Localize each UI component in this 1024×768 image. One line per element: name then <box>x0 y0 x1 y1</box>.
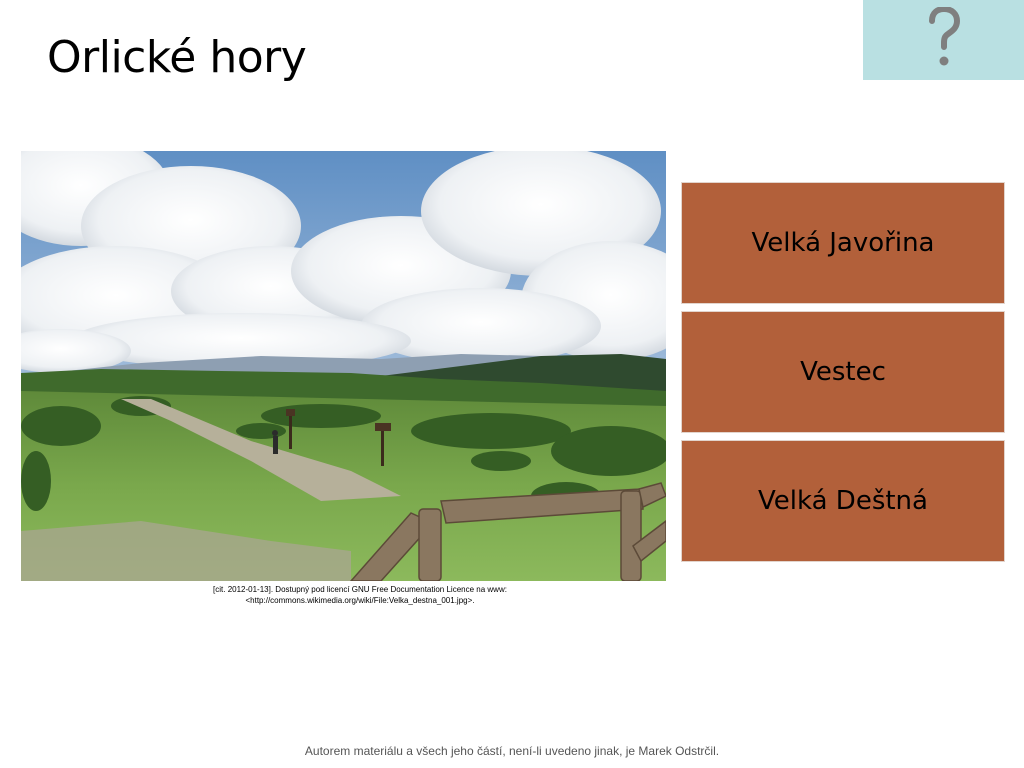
question-mark-icon <box>927 7 961 74</box>
author-footer: Autorem materiálu a všech jeho částí, není-li uvedeno jinak, je Marek Odstrčil. <box>304 744 720 758</box>
landscape-photo <box>21 151 666 581</box>
caption-line-2: <http://commons.wikimedia.org/wiki/File:Velka_destna_001.jpg>. <box>245 596 475 605</box>
help-button[interactable] <box>863 0 1024 80</box>
answer-option-vestec[interactable]: Vestec <box>681 311 1005 433</box>
caption-line-1: [cit. 2012-01-13]. Dostupný pod licencí GNU Free Documentation Licence na www: <box>213 585 507 594</box>
answer-option-velka-destna[interactable]: Velká Deštná <box>681 440 1005 562</box>
image-credit-caption <box>180 584 540 606</box>
answer-option-velka-javorina[interactable]: Velká Javořina <box>681 182 1005 304</box>
page-title: Orlické hory <box>47 32 307 83</box>
